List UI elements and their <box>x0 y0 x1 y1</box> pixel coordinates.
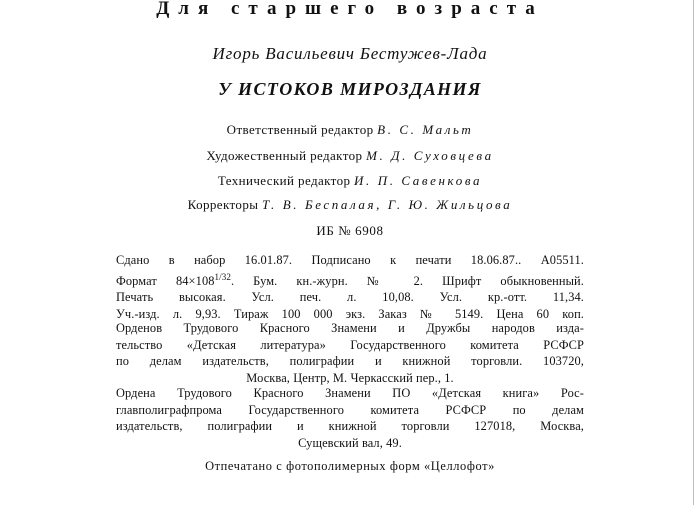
credit-name: В. С. Мальт <box>377 122 474 137</box>
author-name: Игорь Васильевич Бестужев-Лада <box>212 44 488 63</box>
credit-proofreaders <box>0 197 700 213</box>
ib-number: ИБ № 6908 <box>316 223 384 238</box>
printer-info <box>116 385 584 451</box>
print-details <box>116 252 584 322</box>
print-details-line: Уч.-изд. л. 9,93. Тираж 100 000 экз. Заказ № 5149. Цена 60 коп. <box>116 306 584 321</box>
credit-name: М. Д. Суховцева <box>366 148 494 163</box>
credit-role: Корректоры <box>187 197 259 212</box>
series-label: Для старшего возраста <box>156 0 544 19</box>
credit-art-editor <box>0 148 700 164</box>
credit-name: И. П. Савенкова <box>354 173 483 188</box>
printer-line: издательств, полиграфии и книжной торговли 127018, Москва, <box>116 419 584 433</box>
printer-line: Сущевский вал, 49. <box>298 435 402 450</box>
publisher-line: тельство «Детская литература» Государственного комитета РСФСР <box>116 337 584 352</box>
credit-tech-editor <box>0 173 700 189</box>
credit-name: Т. В. Беспалая, Г. Ю. Жильцова <box>262 197 513 212</box>
publisher-line: по делам издательств, полиграфии и книжной торговли. 103720, <box>116 354 584 368</box>
credit-role: Ответственный редактор <box>226 122 374 137</box>
print-details-line: Печать высокая. Усл. печ. л. 10,08. Усл. кр.-отт. 11,34. <box>116 290 584 305</box>
book-title: У ИСТОКОВ МИРОЗДАНИЯ <box>218 79 482 99</box>
format-text: Формат 84×108 <box>116 273 215 288</box>
publisher-line: Орденов Трудового Красного Знамени и Дружбы народов изда- <box>116 321 584 335</box>
format-rest: . Бум. кн.-журн. № 2. Шрифт обыкновенный. <box>230 273 584 288</box>
printer-line: Ордена Трудового Красного Знамени ПО «Детская книга» Рос- <box>116 386 584 400</box>
page-edge-line <box>693 0 694 505</box>
credit-responsible-editor <box>0 122 700 138</box>
publisher-line: Москва, Центр, М. Черкасский пер., 1. <box>246 370 454 385</box>
printer-line: главполиграфпрома Государственного комитета РСФСР по делам <box>116 402 584 417</box>
format-fraction: 1/32 <box>214 271 231 282</box>
credit-role: Технический редактор <box>217 173 351 188</box>
print-details-line <box>116 269 584 290</box>
print-details-line: Сдано в набор 16.01.87. Подписано к печати 18.06.87.. А05511. <box>116 253 584 267</box>
credit-role: Художественный редактор <box>206 148 363 163</box>
printed-from-note: Отпечатано с фотополимерных форм «Целлофот» <box>205 459 495 473</box>
publisher-info <box>116 320 584 386</box>
